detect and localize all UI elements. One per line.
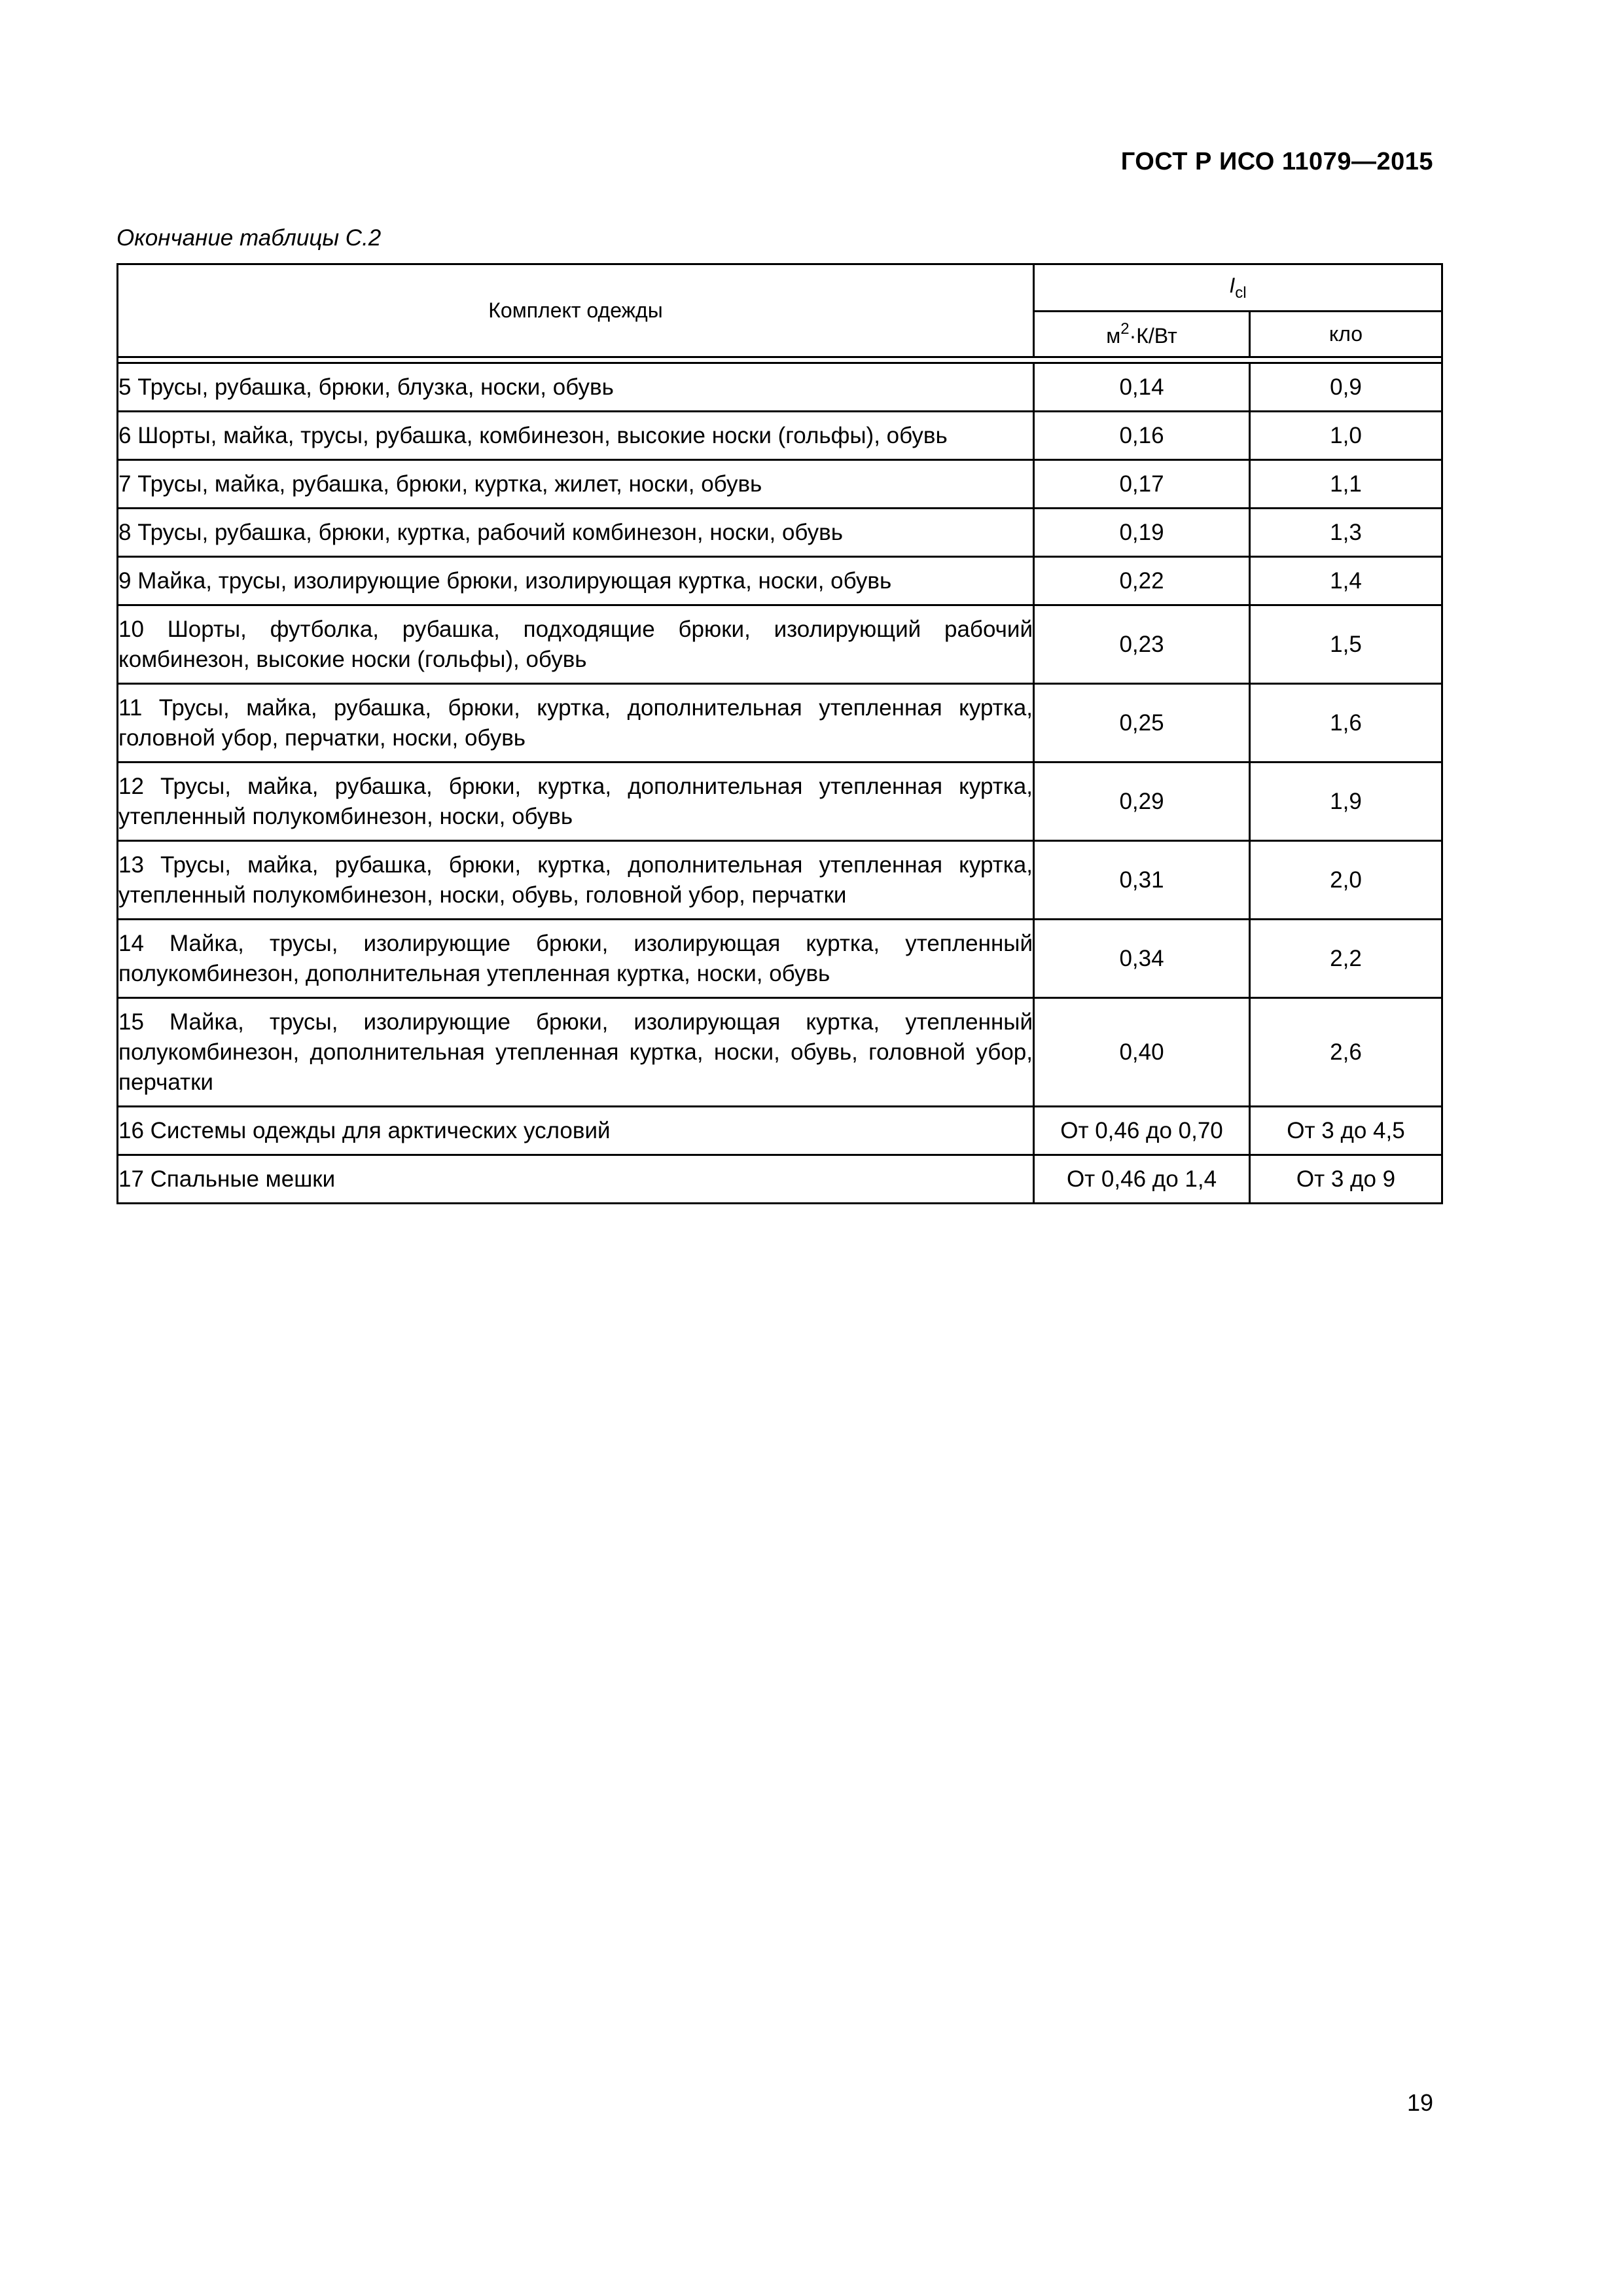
row-insulation-clo: 2,0: [1250, 841, 1442, 920]
clothing-insulation-table: [116, 263, 1443, 1204]
header-clothing-set: Комплект одежды: [118, 264, 1034, 357]
table-row: [118, 841, 1442, 920]
row-clothing-set: 16 Системы одежды для арктических условий: [118, 1107, 1034, 1155]
row-insulation-si: 0,40: [1034, 998, 1250, 1107]
table-row: [118, 412, 1442, 460]
row-insulation-clo: От 3 до 9: [1250, 1155, 1442, 1204]
row-clothing-set: 15 Майка, трусы, изолирующие брюки, изолирующая куртка, утепленный полукомбинезон, дополнительная утепленная куртка, носки, обувь, головной убор, перчатки: [118, 998, 1034, 1107]
row-insulation-clo: 2,6: [1250, 998, 1442, 1107]
table-row: [118, 605, 1442, 684]
row-insulation-clo: 0,9: [1250, 363, 1442, 412]
table-row: [118, 557, 1442, 605]
row-insulation-si: 0,34: [1034, 920, 1250, 998]
table-caption: Окончание таблицы С.2: [116, 225, 382, 251]
row-clothing-set: 11 Трусы, майка, рубашка, брюки, куртка, дополнительная утепленная куртка, головной убор, перчатки, носки, обувь: [118, 684, 1034, 762]
row-clothing-set: 7 Трусы, майка, рубашка, брюки, куртка, жилет, носки, обувь: [118, 460, 1034, 509]
page-number: 19: [1406, 2089, 1433, 2116]
row-insulation-clo: От 3 до 4,5: [1250, 1107, 1442, 1155]
row-clothing-set: 9 Майка, трусы, изолирующие брюки, изолирующая куртка, носки, обувь: [118, 557, 1034, 605]
unit-si-suffix: ·К/Вт: [1129, 324, 1177, 348]
row-insulation-si: 0,31: [1034, 841, 1250, 920]
document-id: ГОСТ Р ИСО 11079—2015: [1120, 148, 1433, 175]
table-row: [118, 684, 1442, 762]
row-insulation-clo: 1,0: [1250, 412, 1442, 460]
row-insulation-si: 0,25: [1034, 684, 1250, 762]
row-insulation-si: От 0,46 до 1,4: [1034, 1155, 1250, 1204]
row-clothing-set: 17 Спальные мешки: [118, 1155, 1034, 1204]
table-row: [118, 1107, 1442, 1155]
row-insulation-si: 0,19: [1034, 509, 1250, 557]
row-clothing-set: 8 Трусы, рубашка, брюки, куртка, рабочий комбинезон, носки, обувь: [118, 509, 1034, 557]
row-insulation-si: 0,16: [1034, 412, 1250, 460]
row-insulation-clo: 1,6: [1250, 684, 1442, 762]
table-row: [118, 363, 1442, 412]
row-insulation-clo: 1,1: [1250, 460, 1442, 509]
row-insulation-si: 0,14: [1034, 363, 1250, 412]
row-insulation-si: 0,29: [1034, 762, 1250, 841]
row-clothing-set: 10 Шорты, футболка, рубашка, подходящие брюки, изолирующий рабочий комбинезон, высокие носки (гольфы), обувь: [118, 605, 1034, 684]
unit-si-superscript: 2: [1120, 320, 1130, 338]
row-insulation-clo: 1,3: [1250, 509, 1442, 557]
row-clothing-set: 13 Трусы, майка, рубашка, брюки, куртка, дополнительная утепленная куртка, утепленный полукомбинезон, носки, обувь, головной убор, перчатки: [118, 841, 1034, 920]
row-insulation-si: 0,17: [1034, 460, 1250, 509]
row-insulation-clo: 1,9: [1250, 762, 1442, 841]
row-clothing-set: 5 Трусы, рубашка, брюки, блузка, носки, обувь: [118, 363, 1034, 412]
header-symbol: I: [1229, 273, 1236, 297]
row-insulation-clo: 1,4: [1250, 557, 1442, 605]
header-insulation-group: [1034, 264, 1442, 312]
table-row: [118, 1155, 1442, 1204]
table-row: [118, 509, 1442, 557]
row-insulation-clo: 2,2: [1250, 920, 1442, 998]
unit-si-prefix: м: [1106, 324, 1121, 348]
table-row: [118, 460, 1442, 509]
header-separator: [118, 357, 1442, 363]
row-clothing-set: 12 Трусы, майка, рубашка, брюки, куртка, дополнительная утепленная куртка, утепленный полукомбинезон, носки, обувь: [118, 762, 1034, 841]
row-insulation-si: 0,22: [1034, 557, 1250, 605]
header-unit-si: [1034, 312, 1250, 357]
header-symbol-subscript: cl: [1235, 283, 1247, 302]
row-clothing-set: 6 Шорты, майка, трусы, рубашка, комбинезон, высокие носки (гольфы), обувь: [118, 412, 1034, 460]
row-clothing-set: 14 Майка, трусы, изолирующие брюки, изолирующая куртка, утепленный полукомбинезон, дополнительная утепленная куртка, носки, обувь: [118, 920, 1034, 998]
table-row: [118, 762, 1442, 841]
row-insulation-si: От 0,46 до 0,70: [1034, 1107, 1250, 1155]
header-unit-clo: кло: [1250, 312, 1442, 357]
row-insulation-si: 0,23: [1034, 605, 1250, 684]
row-insulation-clo: 1,5: [1250, 605, 1442, 684]
table-row: [118, 998, 1442, 1107]
table-row: [118, 920, 1442, 998]
